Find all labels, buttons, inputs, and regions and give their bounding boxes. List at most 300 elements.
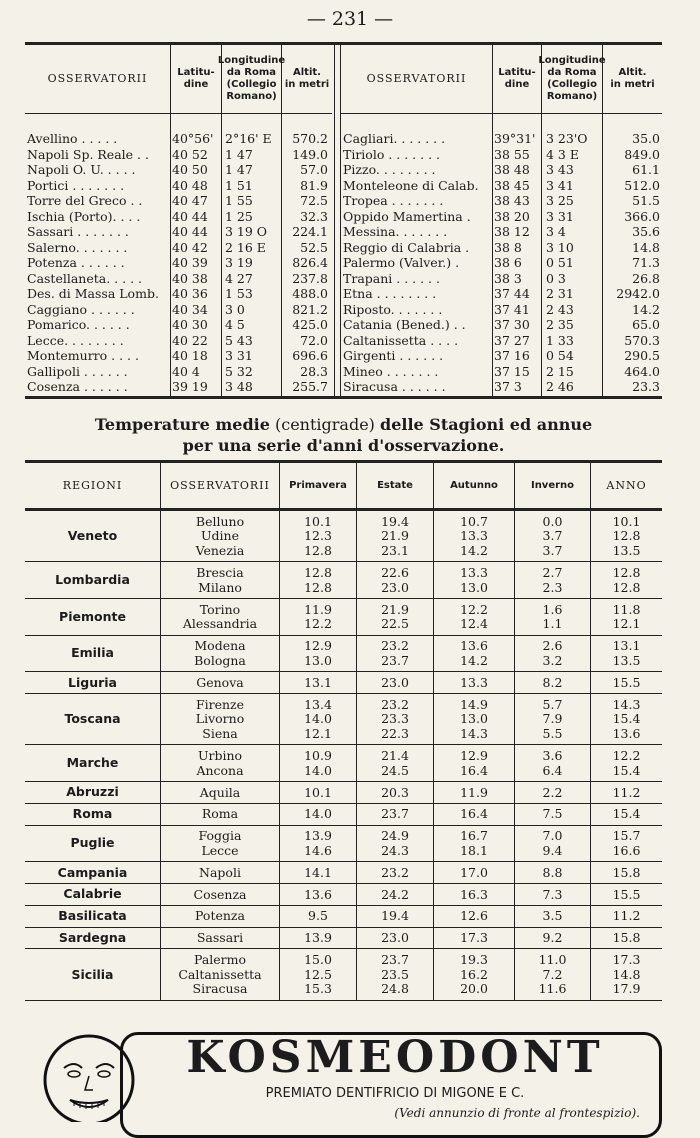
spring-temp: 13.1 bbox=[304, 674, 332, 690]
spring-temp: 10.1 bbox=[304, 513, 332, 529]
region-group bbox=[25, 927, 662, 950]
station-altitude: 821.2 bbox=[292, 301, 328, 317]
station-altitude: 72.5 bbox=[300, 193, 328, 208]
station-latitude: 38 8 bbox=[494, 239, 522, 255]
spring-temp: 14.6 bbox=[304, 842, 332, 858]
station-altitude: 570.2 bbox=[292, 131, 328, 146]
autumn-temp: 12.9 bbox=[460, 747, 488, 763]
winter-temp: 3.2 bbox=[542, 652, 563, 668]
station-name: Milano bbox=[198, 579, 242, 595]
table-row bbox=[25, 828, 662, 843]
header-altitudine: Altit. in metri bbox=[610, 66, 655, 90]
station-name: Napoli Sp. Reale . . bbox=[27, 146, 149, 162]
station-longitude: 2 46 bbox=[546, 379, 574, 394]
temperature-header bbox=[25, 462, 662, 511]
station-name: Portici . . . . . . . bbox=[27, 177, 125, 193]
station-longitude: 5 32 bbox=[225, 363, 253, 379]
autumn-temp: 16.4 bbox=[460, 762, 488, 778]
spring-temp: 12.1 bbox=[304, 726, 332, 742]
region-name: Veneto bbox=[67, 528, 118, 544]
col-divider bbox=[514, 462, 515, 1000]
station-name: Sassari . . . . . . . bbox=[27, 224, 129, 239]
spring-temp: 13.0 bbox=[304, 652, 332, 668]
station-name: Riposto. . . . . . . bbox=[343, 301, 443, 317]
station-name: Girgenti . . . . . . bbox=[343, 348, 444, 363]
col-divider bbox=[279, 462, 280, 1000]
spring-temp: 12.5 bbox=[304, 966, 332, 982]
station-name: Lecce. . . . . . . . bbox=[27, 332, 124, 348]
station-longitude: 4 3 E bbox=[546, 146, 579, 162]
station-latitude: 40 50 bbox=[172, 162, 208, 177]
spring-temp: 13.9 bbox=[304, 828, 332, 844]
observatories-right-rows bbox=[341, 131, 662, 395]
station-longitude: 1 25 bbox=[225, 208, 253, 224]
station-altitude: 464.0 bbox=[624, 363, 660, 379]
table-row bbox=[25, 602, 662, 617]
station-name: Tropea . . . . . . . bbox=[343, 193, 444, 208]
station-latitude: 38 6 bbox=[494, 255, 522, 270]
region-group bbox=[25, 510, 662, 562]
station-name: Modena bbox=[194, 638, 246, 654]
station-name: Livorno bbox=[195, 711, 245, 727]
region-name: Sardegna bbox=[58, 929, 127, 945]
table-row bbox=[341, 162, 662, 178]
table-row bbox=[25, 908, 662, 923]
table-row bbox=[341, 193, 662, 209]
station-latitude: 40 48 bbox=[172, 177, 208, 193]
station-latitude: 40 44 bbox=[172, 224, 208, 239]
region-name: Sicilia bbox=[71, 966, 114, 982]
winter-temp: 3.7 bbox=[542, 543, 563, 559]
header-primavera: Primavera bbox=[289, 479, 347, 491]
spring-temp: 14.0 bbox=[304, 762, 332, 778]
winter-temp: 3.6 bbox=[542, 747, 563, 763]
summer-temp: 23.7 bbox=[381, 806, 409, 822]
spring-temp: 10.9 bbox=[304, 747, 332, 763]
table-row bbox=[25, 333, 332, 349]
station-name: Potenza . . . . . . bbox=[27, 255, 125, 270]
table-row bbox=[25, 364, 332, 380]
station-longitude: 1 47 bbox=[225, 146, 253, 162]
table-row bbox=[25, 726, 662, 741]
station-altitude: 57.0 bbox=[300, 162, 328, 177]
annual-temp: 12.8 bbox=[612, 528, 641, 544]
table-row bbox=[25, 806, 662, 821]
winter-temp: 6.4 bbox=[542, 762, 563, 778]
station-longitude: 1 53 bbox=[225, 286, 253, 301]
station-name: Messina. . . . . . . bbox=[343, 224, 448, 239]
station-name: Monteleone di Calab. bbox=[343, 177, 479, 193]
annual-temp: 11.8 bbox=[612, 601, 641, 617]
header-latitudine: Latitu- dine bbox=[498, 66, 536, 90]
station-name: Caggiano . . . . . . bbox=[27, 301, 135, 317]
station-name: Torino bbox=[199, 601, 241, 617]
summer-temp: 23.2 bbox=[381, 864, 409, 880]
station-name: Tiriolo . . . . . . . bbox=[343, 146, 440, 162]
station-latitude: 40 39 bbox=[172, 255, 208, 270]
annual-temp: 17.9 bbox=[612, 981, 641, 997]
table-row bbox=[25, 580, 662, 595]
ad-subtitle: PREMIATO DENTIFRICIO DI MIGONE E C. bbox=[265, 1086, 525, 1101]
station-name: Trapani . . . . . . bbox=[343, 270, 440, 286]
autumn-temp: 12.4 bbox=[460, 616, 488, 632]
region-group bbox=[25, 744, 662, 782]
station-longitude: 0 51 bbox=[546, 255, 574, 270]
autumn-temp: 14.2 bbox=[460, 543, 488, 559]
title-part: delle Stagioni ed annue bbox=[380, 415, 593, 434]
station-longitude: 3 31 bbox=[225, 348, 253, 363]
summer-temp: 21.9 bbox=[381, 601, 409, 617]
station-name: Lecce bbox=[201, 842, 239, 858]
spring-temp: 13.4 bbox=[304, 696, 332, 712]
spring-temp: 13.9 bbox=[304, 930, 332, 946]
summer-temp: 23.3 bbox=[381, 711, 409, 727]
annual-temp: 12.2 bbox=[612, 747, 641, 763]
station-latitude: 38 48 bbox=[494, 162, 530, 177]
station-altitude: 72.0 bbox=[300, 332, 328, 348]
col-divider bbox=[433, 462, 434, 1000]
station-name: Genova bbox=[196, 674, 244, 690]
station-name: Napoli bbox=[199, 864, 241, 880]
spring-temp: 14.0 bbox=[304, 806, 332, 822]
observatories-right-half bbox=[341, 44, 662, 396]
annual-temp: 17.3 bbox=[612, 951, 641, 967]
region-name: Basilicata bbox=[58, 908, 127, 924]
station-longitude: 2 31 bbox=[546, 286, 574, 301]
observatories-left-half bbox=[25, 44, 332, 396]
autumn-temp: 12.2 bbox=[460, 601, 488, 617]
station-altitude: 149.0 bbox=[292, 146, 328, 162]
station-longitude: 5 43 bbox=[225, 332, 253, 348]
header-latitudine: Latitu- dine bbox=[177, 66, 215, 90]
table-row bbox=[25, 967, 662, 982]
region-group bbox=[25, 861, 662, 884]
observatories-right-header bbox=[341, 44, 662, 114]
spring-temp: 13.6 bbox=[304, 886, 332, 902]
table-row bbox=[25, 638, 662, 653]
table-row bbox=[25, 255, 332, 271]
annual-temp: 11.2 bbox=[612, 784, 641, 800]
station-name: Cosenza bbox=[193, 886, 247, 902]
table-row bbox=[341, 209, 662, 225]
station-name: Napoli O. U. . . . . bbox=[27, 162, 136, 177]
winter-temp: 1.1 bbox=[542, 616, 563, 632]
station-altitude: 488.0 bbox=[292, 286, 328, 301]
station-longitude: 3 41 bbox=[546, 177, 574, 193]
header-altitudine: Altit. in metri bbox=[284, 66, 330, 90]
station-latitude: 38 55 bbox=[494, 146, 530, 162]
autumn-temp: 13.0 bbox=[460, 579, 488, 595]
annual-temp: 13.6 bbox=[612, 726, 641, 742]
header-longitudine: Longitudine da Roma (Collegio Romano) bbox=[538, 54, 606, 102]
annual-temp: 12.8 bbox=[612, 564, 641, 580]
annual-temp: 16.6 bbox=[612, 842, 641, 858]
annual-temp: 15.4 bbox=[612, 762, 641, 778]
station-name: Caltanissetta . . . . bbox=[343, 332, 459, 348]
autumn-temp: 13.3 bbox=[460, 564, 488, 580]
winter-temp: 9.4 bbox=[542, 842, 563, 858]
table-row bbox=[341, 333, 662, 349]
summer-temp: 23.1 bbox=[381, 543, 409, 559]
station-altitude: 826.4 bbox=[292, 255, 328, 270]
table-row bbox=[341, 131, 662, 147]
region-group bbox=[25, 781, 662, 804]
station-latitude: 40 4 bbox=[172, 363, 200, 379]
region-group bbox=[25, 948, 662, 1000]
station-name: Urbino bbox=[197, 747, 243, 763]
table-row bbox=[25, 748, 662, 763]
station-altitude: 65.0 bbox=[632, 317, 660, 332]
double-column-separator bbox=[334, 44, 341, 396]
summer-temp: 21.9 bbox=[381, 528, 409, 544]
summer-temp: 19.4 bbox=[381, 908, 409, 924]
table-row bbox=[25, 697, 662, 712]
station-latitude: 37 27 bbox=[494, 332, 530, 348]
autumn-temp: 17.0 bbox=[460, 864, 488, 880]
station-latitude: 40 34 bbox=[172, 301, 208, 317]
summer-temp: 23.0 bbox=[381, 674, 409, 690]
station-name: Castellaneta. . . . . bbox=[27, 270, 142, 286]
table-row bbox=[341, 147, 662, 163]
table-row bbox=[25, 616, 662, 631]
station-latitude: 38 43 bbox=[494, 193, 530, 208]
station-latitude: 40 44 bbox=[172, 208, 208, 224]
station-name: Alessandria bbox=[182, 616, 258, 632]
annual-temp: 12.1 bbox=[612, 616, 641, 632]
station-altitude: 849.0 bbox=[624, 146, 660, 162]
table-row bbox=[341, 302, 662, 318]
autumn-temp: 16.3 bbox=[460, 886, 488, 902]
spring-temp: 12.9 bbox=[304, 638, 332, 654]
station-latitude: 40 42 bbox=[172, 239, 208, 255]
table-row bbox=[341, 178, 662, 194]
station-latitude: 40 47 bbox=[172, 193, 208, 208]
summer-temp: 24.9 bbox=[381, 828, 409, 844]
table-row bbox=[341, 379, 662, 395]
header-longitudine: Longitudine da Roma (Collegio Romano) bbox=[217, 54, 286, 102]
station-name: Sassari bbox=[196, 930, 244, 946]
temperature-table bbox=[25, 462, 662, 1000]
table-row bbox=[25, 981, 662, 996]
header-observatorii: OSSERVATORII bbox=[47, 71, 148, 85]
station-latitude: 40 52 bbox=[172, 146, 208, 162]
table-row bbox=[25, 763, 662, 778]
station-name: Pomarico. . . . . . bbox=[27, 317, 130, 332]
winter-temp: 8.2 bbox=[542, 674, 563, 690]
ad-brand: KOSMEODONT bbox=[186, 1032, 604, 1083]
winter-temp: 7.0 bbox=[542, 828, 563, 844]
summer-temp: 24.8 bbox=[381, 981, 409, 997]
station-latitude: 37 30 bbox=[494, 317, 530, 332]
winter-temp: 5.5 bbox=[542, 726, 563, 742]
station-name: Udine bbox=[201, 528, 239, 544]
page-number: — 231 — bbox=[306, 8, 394, 30]
station-longitude: 3 25 bbox=[546, 193, 574, 208]
table-row bbox=[341, 240, 662, 256]
station-name: Brescia bbox=[196, 564, 244, 580]
winter-temp: 5.7 bbox=[542, 696, 563, 712]
spring-temp: 12.3 bbox=[304, 528, 332, 544]
station-longitude: 4 27 bbox=[225, 270, 253, 286]
summer-temp: 23.2 bbox=[381, 638, 409, 654]
station-latitude: 37 16 bbox=[494, 348, 530, 363]
observatories-left-header bbox=[25, 44, 332, 114]
station-longitude: 3 43 bbox=[546, 162, 574, 177]
region-group bbox=[25, 693, 662, 745]
region-name: Calabrie bbox=[63, 886, 122, 902]
table-row bbox=[25, 543, 662, 558]
station-latitude: 39°31' bbox=[494, 131, 536, 146]
summer-temp: 23.7 bbox=[381, 652, 409, 668]
title-part: (centigrade) bbox=[269, 415, 380, 434]
station-longitude: 2°16' E bbox=[225, 131, 272, 146]
station-latitude: 39 19 bbox=[172, 379, 208, 394]
winter-temp: 8.8 bbox=[542, 864, 563, 880]
summer-temp: 22.3 bbox=[381, 726, 409, 742]
station-latitude: 38 45 bbox=[494, 177, 530, 193]
header-osservatorii: OSSERVATORII bbox=[170, 478, 270, 492]
annual-temp: 15.8 bbox=[612, 930, 641, 946]
station-name: Oppido Mamertina . bbox=[343, 208, 471, 224]
summer-temp: 24.5 bbox=[381, 762, 409, 778]
region-name: Emilia bbox=[71, 645, 114, 661]
region-group bbox=[25, 635, 662, 673]
summer-temp: 22.5 bbox=[381, 616, 409, 632]
autumn-temp: 14.2 bbox=[460, 652, 488, 668]
station-altitude: 512.0 bbox=[624, 177, 660, 193]
autumn-temp: 11.9 bbox=[460, 784, 488, 800]
summer-temp: 20.3 bbox=[381, 784, 409, 800]
station-altitude: 224.1 bbox=[292, 224, 328, 239]
station-longitude: 3 48 bbox=[225, 379, 253, 394]
autumn-temp: 20.0 bbox=[460, 981, 488, 997]
station-longitude: 2 16 E bbox=[225, 239, 266, 255]
region-group bbox=[25, 561, 662, 599]
station-altitude: 2942.0 bbox=[616, 286, 660, 301]
station-altitude: 14.8 bbox=[632, 239, 660, 255]
table-row bbox=[25, 565, 662, 580]
annual-temp: 15.5 bbox=[612, 886, 641, 902]
region-name: Campania bbox=[57, 864, 128, 880]
winter-temp: 11.6 bbox=[538, 981, 567, 997]
table-row bbox=[25, 887, 662, 902]
summer-temp: 23.0 bbox=[381, 579, 409, 595]
winter-temp: 7.3 bbox=[542, 886, 563, 902]
station-name: Avellino . . . . . bbox=[27, 131, 118, 146]
region-name: Piemonte bbox=[59, 608, 126, 624]
station-latitude: 37 44 bbox=[494, 286, 530, 301]
table-row bbox=[25, 162, 332, 178]
station-name: Etna . . . . . . . . bbox=[343, 286, 437, 301]
region-group bbox=[25, 671, 662, 694]
station-latitude: 38 12 bbox=[494, 224, 530, 239]
station-longitude: 2 15 bbox=[546, 363, 574, 379]
autumn-temp: 13.0 bbox=[460, 711, 488, 727]
station-altitude: 51.5 bbox=[632, 193, 660, 208]
region-name: Marche bbox=[66, 755, 119, 771]
station-latitude: 37 15 bbox=[494, 363, 530, 379]
station-altitude: 26.8 bbox=[632, 270, 660, 286]
station-name: Torre del Greco . . bbox=[27, 193, 143, 208]
winter-temp: 7.2 bbox=[542, 966, 563, 982]
station-name: Belluno bbox=[195, 513, 245, 529]
region-group bbox=[25, 598, 662, 636]
annual-temp: 15.5 bbox=[612, 674, 641, 690]
station-longitude: 1 47 bbox=[225, 162, 253, 177]
station-name: Bologna bbox=[194, 652, 246, 668]
table-row bbox=[341, 286, 662, 302]
autumn-temp: 14.3 bbox=[460, 726, 488, 742]
station-longitude: 3 19 O bbox=[225, 224, 268, 239]
annual-temp: 13.5 bbox=[612, 543, 641, 559]
station-longitude: 2 35 bbox=[546, 317, 574, 332]
summer-temp: 21.4 bbox=[381, 747, 409, 763]
annual-temp: 13.5 bbox=[612, 652, 641, 668]
table-row bbox=[341, 255, 662, 271]
station-altitude: 255.7 bbox=[292, 379, 328, 394]
station-longitude: 3 4 bbox=[546, 224, 566, 239]
summer-temp: 22.6 bbox=[381, 564, 409, 580]
station-name: Siracusa bbox=[192, 981, 248, 997]
annual-temp: 15.8 bbox=[612, 864, 641, 880]
station-name: Firenze bbox=[195, 696, 245, 712]
winter-temp: 11.0 bbox=[538, 951, 567, 967]
autumn-temp: 16.2 bbox=[460, 966, 488, 982]
advertisement bbox=[20, 1020, 660, 1122]
station-name: Pizzo. . . . . . . . bbox=[343, 162, 436, 177]
station-altitude: 23.3 bbox=[632, 379, 660, 394]
table-row bbox=[25, 178, 332, 194]
table-row bbox=[25, 528, 662, 543]
region-group bbox=[25, 803, 662, 826]
annual-temp: 14.3 bbox=[612, 696, 641, 712]
summer-temp: 19.4 bbox=[381, 513, 409, 529]
station-name: Salerno. . . . . . . bbox=[27, 239, 128, 255]
winter-temp: 2.6 bbox=[542, 638, 563, 654]
winter-temp: 3.7 bbox=[542, 528, 563, 544]
winter-temp: 2.7 bbox=[542, 564, 563, 580]
table-row bbox=[25, 224, 332, 240]
autumn-temp: 19.3 bbox=[460, 951, 488, 967]
autumn-temp: 16.4 bbox=[460, 806, 488, 822]
col-divider bbox=[590, 462, 591, 1000]
spring-temp: 12.2 bbox=[304, 616, 332, 632]
spring-temp: 14.0 bbox=[304, 711, 332, 727]
station-latitude: 37 41 bbox=[494, 301, 530, 317]
station-latitude: 40 18 bbox=[172, 348, 208, 363]
station-longitude: 2 43 bbox=[546, 301, 574, 317]
annual-temp: 12.8 bbox=[612, 579, 641, 595]
station-name: Ischia (Porto). . . . bbox=[27, 208, 141, 224]
station-altitude: 570.3 bbox=[624, 332, 660, 348]
annual-temp: 10.1 bbox=[612, 513, 641, 529]
spring-temp: 12.8 bbox=[304, 543, 332, 559]
ad-note: (Vedi annunzio di fronte al frontespizio). bbox=[394, 1106, 640, 1120]
station-altitude: 71.3 bbox=[632, 255, 660, 270]
summer-temp: 23.0 bbox=[381, 930, 409, 946]
table-row bbox=[25, 209, 332, 225]
table-row bbox=[25, 930, 662, 945]
station-longitude: 1 33 bbox=[546, 332, 574, 348]
station-longitude: 4 5 bbox=[225, 317, 245, 332]
station-altitude: 425.0 bbox=[292, 317, 328, 332]
table-row bbox=[25, 147, 332, 163]
station-longitude: 3 31 bbox=[546, 208, 574, 224]
table-row bbox=[25, 348, 332, 364]
table-row bbox=[25, 952, 662, 967]
station-name: Aquila bbox=[199, 784, 241, 800]
table-row bbox=[25, 843, 662, 858]
